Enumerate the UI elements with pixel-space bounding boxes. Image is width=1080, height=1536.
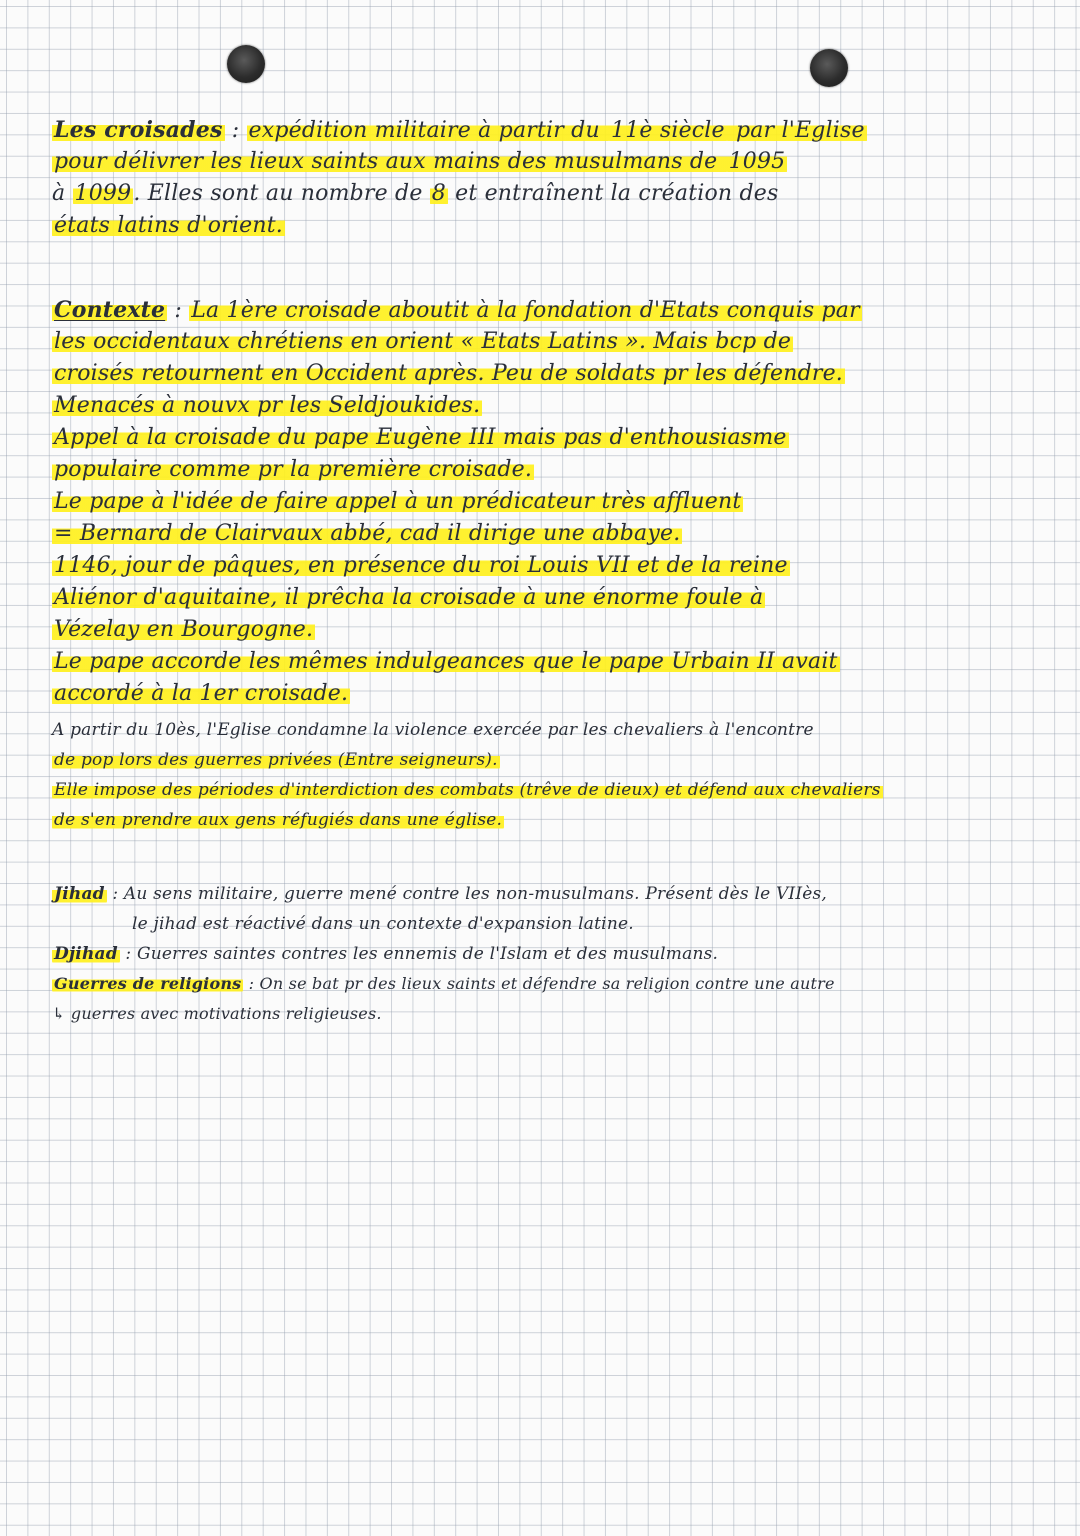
context-line-6: populaire comme pr la première croisade.	[54, 457, 533, 482]
context-line-4: Menacés à nouvx pr les Seldjoukides.	[54, 393, 481, 418]
term-guerres-de-religions: Guerres de religions	[54, 974, 242, 993]
term-contexte: Contexte	[54, 297, 166, 323]
context-line-8: = Bernard de Clairvaux abbé, cad il dirige une abbaye.	[54, 521, 681, 546]
definition-line-4: états latins d'orient.	[54, 213, 283, 238]
definition-line-1: Les croisades : expédition militaire à partir du 11è siècle par l'Eglise	[54, 117, 865, 143]
term-jihad: Jihad	[54, 884, 105, 904]
context-line-10: Aliénor d'aquitaine, il prêcha la croisade à une énorme foule à	[54, 585, 764, 610]
definition-line-2: pour délivrer les lieux saints aux mains des musulmans de 1095	[54, 149, 786, 174]
definition-line-3: à 1099. Elles sont au nombre de 8 et entraînent la création des	[52, 181, 779, 206]
context-line-14: A partir du 10ès, l'Eglise condamne la violence exercée par les chevaliers à l'encontre	[52, 720, 814, 740]
context-line-5: Appel à la croisade du pape Eugène III mais pas d'enthousiasme	[54, 425, 787, 450]
religion-wars-line-2: ↳ guerres avec motivations religieuses.	[52, 1004, 382, 1023]
punch-hole-right	[810, 49, 848, 87]
djihad-line: Djihad : Guerres saintes contres les ennemis de l'Islam et des musulmans.	[54, 944, 719, 964]
context-line-11: Vézelay en Bourgogne.	[54, 617, 314, 642]
term-djihad: Djihad	[54, 944, 118, 964]
context-line-1: Contexte : La 1ère croisade aboutit à la fondation d'Etats conquis par	[54, 297, 860, 323]
context-line-13: accordé à la 1er croisade.	[54, 681, 349, 706]
context-line-15: de pop lors des guerres privées (Entre seigneurs).	[54, 750, 498, 770]
jihad-line-1: Jihad : Au sens militaire, guerre mené contre les non-musulmans. Présent dès le VIIès,	[54, 884, 828, 904]
context-line-9: 1146, jour de pâques, en présence du roi Louis VII et de la reine	[54, 553, 788, 578]
context-line-7: Le pape à l'idée de faire appel à un prédicateur très affluent	[54, 489, 742, 514]
context-line-16: Elle impose des périodes d'interdiction des combats (trêve de dieux) et défend aux chevaliers	[54, 780, 881, 800]
punch-hole-left	[227, 45, 265, 83]
year-1095: 1095	[728, 149, 786, 174]
jihad-line-2: le jihad est réactivé dans un contexte d'expansion latine.	[132, 914, 634, 934]
crusade-count: 8	[431, 181, 446, 206]
religion-wars-line-1: Guerres de religions : On se bat pr des lieux saints et défendre sa religion contre une autre	[54, 974, 835, 993]
year-1099: 1099	[74, 181, 132, 206]
context-line-17: de s'en prendre aux gens réfugiés dans une église.	[54, 810, 503, 830]
context-line-3: croisés retournent en Occident après. Peu de soldats pr les défendre.	[54, 361, 843, 386]
century-label: 11è siècle	[611, 118, 725, 143]
context-line-2: les occidentaux chrétiens en orient « Etats Latins ». Mais bcp de	[54, 329, 792, 354]
term-croisades: Les croisades	[54, 117, 223, 143]
context-line-12: Le pape accorde les mêmes indulgeances que le pape Urbain II avait	[54, 649, 838, 674]
